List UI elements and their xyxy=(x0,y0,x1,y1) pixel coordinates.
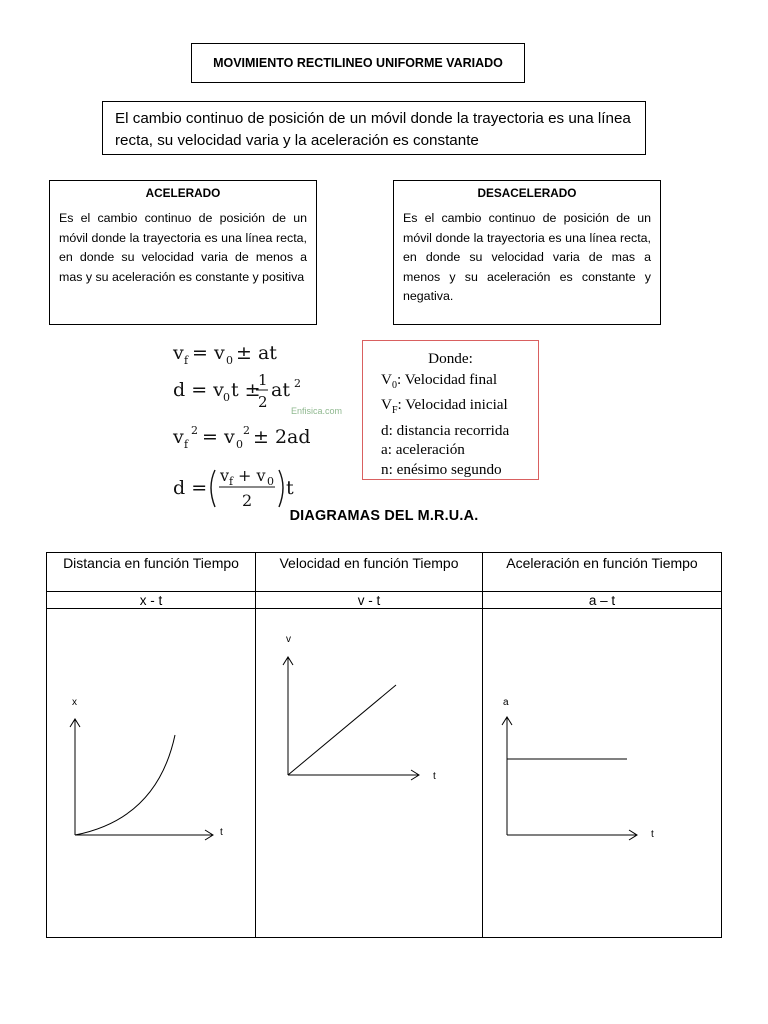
svg-text:v: v xyxy=(173,426,184,448)
diagrams-table xyxy=(46,552,722,938)
formula-velocity xyxy=(172,342,277,367)
accelerated-text: Es el cambio continuo de posición de un móvil donde la trayectoria es una línea recta, en donde su velocidad varia de menos a mas y su aceleración es constante y positiva xyxy=(59,211,307,284)
subheader-vt: v - t xyxy=(256,592,483,609)
svg-text:2: 2 xyxy=(242,491,253,510)
legend-item: $V_F$: Velocidad inicial xyxy=(381,396,508,417)
page-title: MOVIMIENTO RECTILINEO UNIFORME VARIADO xyxy=(213,56,503,70)
at-y-label: a xyxy=(503,697,509,708)
svg-text:v: v xyxy=(220,466,230,485)
formula-velocity-squared xyxy=(172,424,311,451)
svg-text:2: 2 xyxy=(243,424,250,437)
legend-item: d: distancia recorrida xyxy=(381,421,510,439)
vt-line xyxy=(288,685,396,775)
graph-cell-vt xyxy=(256,609,483,938)
graph-vt xyxy=(256,609,482,937)
svg-text:t: t xyxy=(286,477,294,499)
subheader-at: a – t xyxy=(483,592,722,609)
table-subheader-row xyxy=(47,592,722,609)
legend-item: $V_0$: Velocidad final xyxy=(381,370,498,391)
header-distance: Distancia en función Tiempo xyxy=(47,553,256,592)
svg-text:d =: d = xyxy=(173,477,208,499)
at-x-label: t xyxy=(651,829,654,840)
formula-distance xyxy=(173,371,301,411)
xt-y-label: x xyxy=(72,697,77,708)
svg-text:0: 0 xyxy=(223,391,230,404)
legend-item: n: enésimo segundo xyxy=(381,461,502,479)
svg-text:d = v: d = v xyxy=(173,379,224,401)
svg-text:f: f xyxy=(184,438,189,451)
watermark-text: Enfisica.com xyxy=(291,406,343,416)
graph-at xyxy=(483,609,723,937)
svg-text:0: 0 xyxy=(236,438,243,451)
subheader-xt: x - t xyxy=(47,592,256,609)
svg-text:t ±: t ± xyxy=(231,379,261,401)
svg-text:± 2ad: ± 2ad xyxy=(253,426,311,448)
graph-cell-xt xyxy=(47,609,256,938)
legend-box xyxy=(362,340,539,480)
svg-text:= v: = v xyxy=(202,426,235,448)
svg-text:f: f xyxy=(229,475,234,488)
formula-distance-average xyxy=(173,466,294,510)
decelerated-box xyxy=(393,180,661,325)
vt-y-label: v xyxy=(286,634,291,645)
graph-cell-at xyxy=(483,609,722,938)
header-acceleration: Aceleración en función Tiempo xyxy=(483,553,722,592)
definition-box xyxy=(102,101,646,155)
decelerated-heading: DESACELERADO xyxy=(477,186,577,200)
svg-text:0: 0 xyxy=(267,475,274,488)
table-graph-row xyxy=(47,609,722,938)
vt-x-label: t xyxy=(433,771,436,782)
definition-text: El cambio continuo de posición de un móvil donde la trayectoria es una línea recta, su velocidad varia y la aceleración es constante xyxy=(115,110,631,149)
accelerated-heading: ACELERADO xyxy=(145,186,221,200)
svg-text:v: v xyxy=(173,342,184,364)
accelerated-box xyxy=(49,180,317,325)
graph-xt xyxy=(47,609,255,937)
xt-curve xyxy=(75,735,175,835)
svg-text:1: 1 xyxy=(258,371,268,389)
svg-text:= v: = v xyxy=(192,342,225,364)
svg-text:2: 2 xyxy=(294,377,301,390)
svg-text:0: 0 xyxy=(226,354,233,367)
svg-text:± at: ± at xyxy=(236,342,277,364)
header-velocity: Velocidad en función Tiempo xyxy=(256,553,483,592)
table-header-row xyxy=(47,553,722,592)
svg-text:2: 2 xyxy=(191,424,198,437)
legend-item: a: aceleración xyxy=(381,441,465,459)
formulas-image xyxy=(160,335,370,515)
xt-x-label: t xyxy=(220,827,223,838)
legend-title: Donde: xyxy=(428,350,473,367)
decelerated-text: Es el cambio continuo de posición de un móvil donde la trayectoria es una línea recta, en donde su velocidad varia de mas a menos y su aceleración es constante y negativa. xyxy=(403,211,651,303)
svg-text:2: 2 xyxy=(258,393,268,411)
svg-text:f: f xyxy=(184,354,189,367)
title-box xyxy=(191,43,525,83)
diagrams-heading: DIAGRAMAS DEL M.R.U.A. xyxy=(289,508,479,524)
svg-text:at: at xyxy=(271,379,290,401)
svg-text:+ v: + v xyxy=(238,466,266,485)
